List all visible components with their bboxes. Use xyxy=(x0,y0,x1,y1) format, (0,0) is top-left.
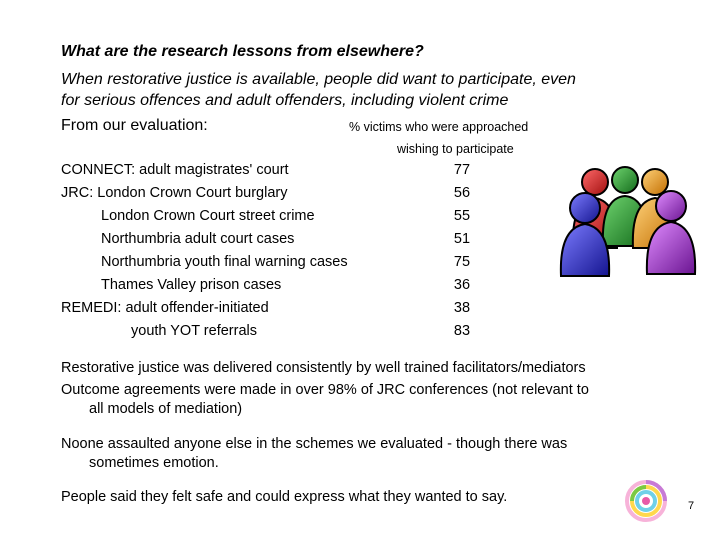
swirl-logo-icon xyxy=(625,480,667,522)
row-value: 36 xyxy=(453,277,471,293)
row-value: 38 xyxy=(453,300,471,316)
table-row xyxy=(0,300,720,323)
row-label: Northumbria youth final warning cases xyxy=(101,254,348,270)
slide-title: What are the research lessons from elsewhere? xyxy=(61,43,424,60)
paragraph-outcomes-line-1: Outcome agreements were made in over 98% of JRC conferences (not relevant to xyxy=(61,382,589,398)
paragraph-safety-line-1: Noone assaulted anyone else in the schemes we evaluated - though there was xyxy=(61,436,568,452)
evaluation-label: From our evaluation: xyxy=(61,117,208,134)
row-value: 77 xyxy=(453,162,471,178)
row-value: 75 xyxy=(453,254,471,270)
column-header-line-2: wishing to participate xyxy=(397,142,514,156)
row-value: 83 xyxy=(453,323,471,339)
paragraph-outcomes-line-2: all models of mediation) xyxy=(89,401,243,417)
row-label: youth YOT referrals xyxy=(131,323,257,339)
paragraph-delivery: Restorative justice was delivered consistently by well trained facilitators/mediators xyxy=(61,360,586,376)
table-row xyxy=(0,323,720,346)
paragraph-safety-line-2: sometimes emotion. xyxy=(89,455,219,471)
people-group-icon xyxy=(555,160,703,280)
row-label: REMEDI: adult offender-initiated xyxy=(61,300,269,316)
intro-line-1: When restorative justice is available, people did want to participate, even xyxy=(61,71,576,88)
paragraph-outcomes xyxy=(61,381,589,419)
paragraph-safety xyxy=(61,435,567,473)
intro-line-2: for serious offences and adult offenders, including violent crime xyxy=(61,92,509,109)
row-label: Northumbria adult court cases xyxy=(101,231,295,247)
column-header-line-1: % victims who were approached xyxy=(349,120,529,134)
row-label: CONNECT: adult magistrates' court xyxy=(61,162,289,178)
paragraph-feelings: People said they felt safe and could express what they wanted to say. xyxy=(61,489,508,505)
row-value: 51 xyxy=(453,231,471,247)
row-value: 55 xyxy=(453,208,471,224)
row-value: 56 xyxy=(453,185,471,201)
table-row xyxy=(0,277,720,300)
row-label: JRC: London Crown Court burglary xyxy=(61,185,288,201)
row-label: Thames Valley prison cases xyxy=(101,277,282,293)
page-number: 7 xyxy=(688,500,695,512)
row-label: London Crown Court street crime xyxy=(101,208,315,224)
